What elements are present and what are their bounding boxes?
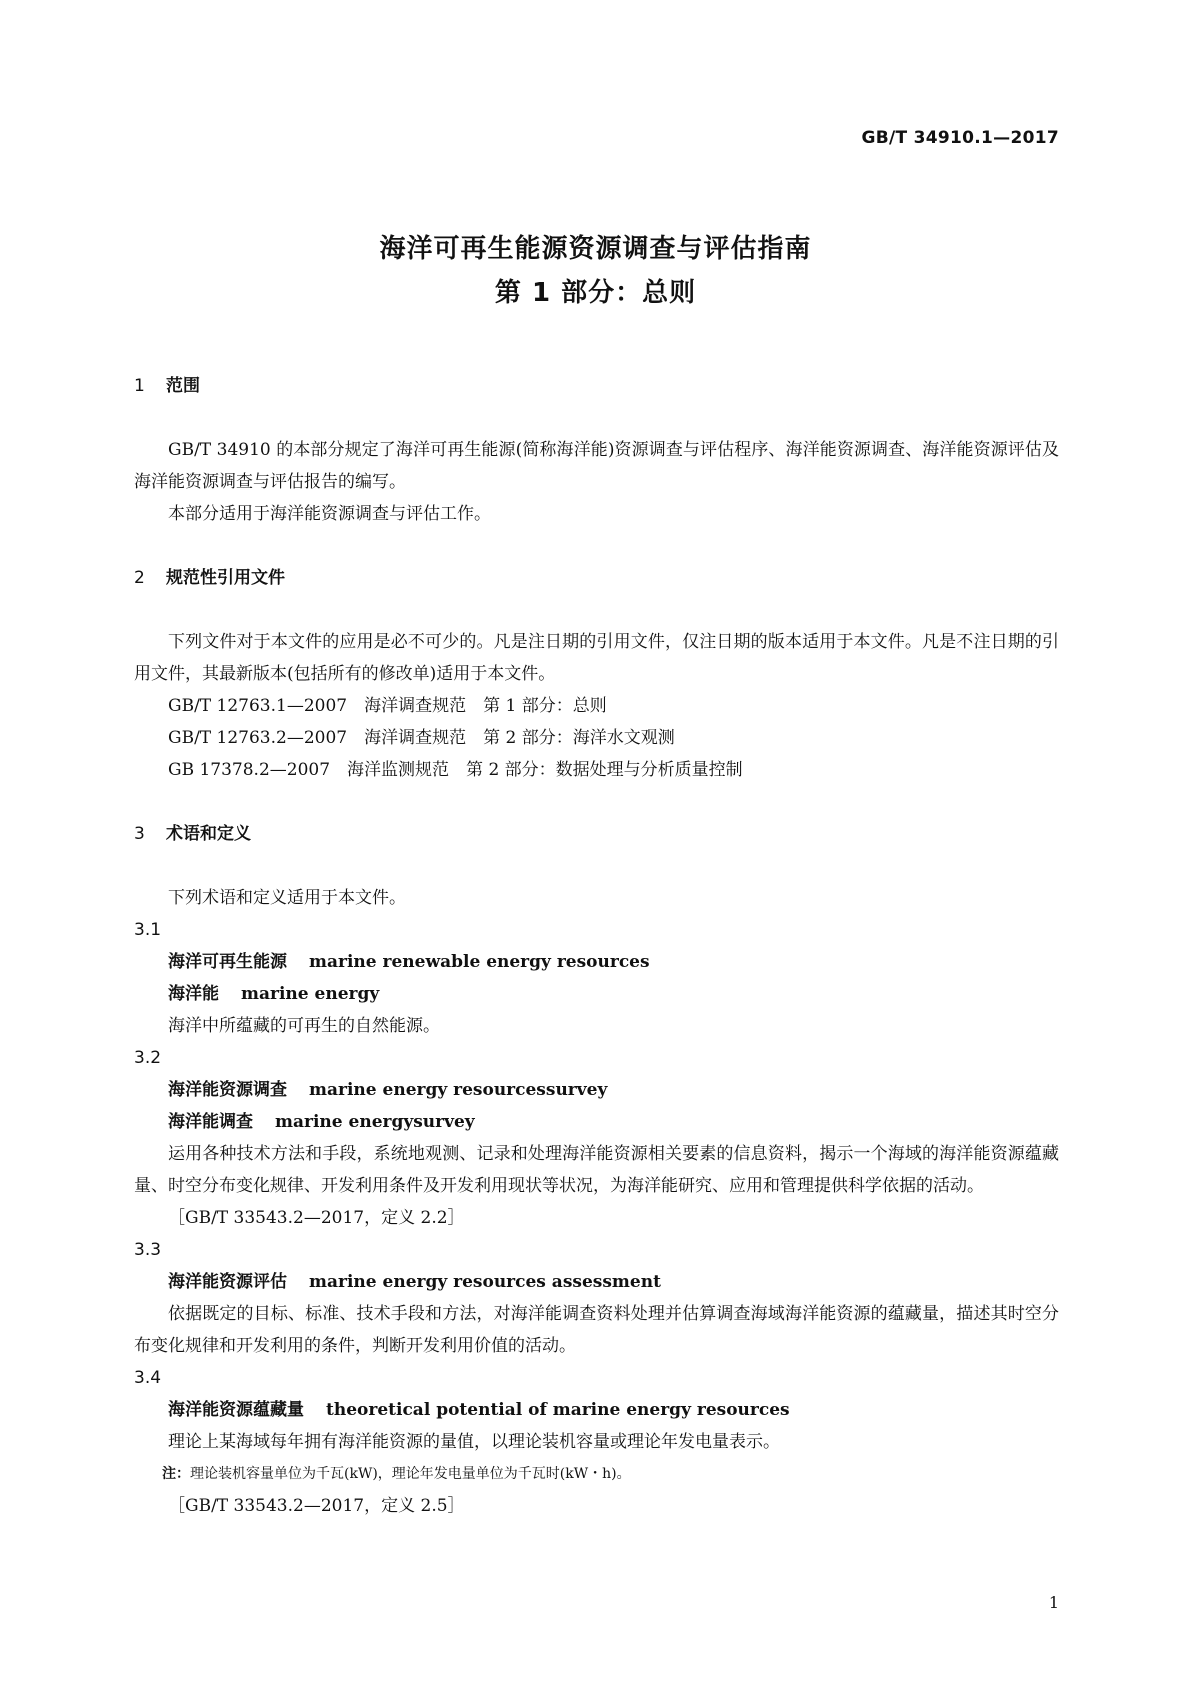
term-entry: [134, 978, 1059, 1010]
term-number: 3.4: [134, 1368, 162, 1388]
paragraph: 下列文件对于本文件的应用是必不可少的。凡是注日期的引用文件，仅注日期的版本适用于本文件。凡是不注日期的引用文件，其最新版本(包括所有的修改单)适用于本文件。: [134, 632, 1059, 684]
section-title: 范围: [166, 376, 200, 396]
document-body: [134, 370, 1059, 1522]
standard-code: GB/T 34910.1—2017: [861, 128, 1059, 148]
term-number: 3.1: [134, 920, 162, 940]
reference-item: GB 17378.2—2007 海洋监测规范 第 2 部分：数据处理与分析质量控制: [168, 760, 743, 780]
term-definition: 理论上某海域每年拥有海洋能资源的量值，以理论装机容量或理论年发电量表示。: [168, 1432, 780, 1452]
note-label: 注：: [162, 1466, 190, 1482]
term-en: marine energy: [241, 984, 380, 1004]
term-definition: 依据既定的目标、标准、技术手段和方法，对海洋能调查资料处理并估算调查海域海洋能资源的蕴藏量，描述其时空分布变化规律和开发利用的条件，判断开发利用价值的活动。: [134, 1304, 1059, 1356]
section-number: 2: [134, 568, 145, 588]
term-en: marine energysurvey: [275, 1112, 475, 1132]
term-zh: 海洋能资源调查: [168, 1080, 287, 1100]
term-number: 3.3: [134, 1240, 162, 1260]
paragraph: GB/T 34910 的本部分规定了海洋可再生能源(简称海洋能)资源调查与评估程序、海洋能资源调查、海洋能资源评估及海洋能资源调查与评估报告的编写。: [134, 440, 1059, 492]
term-note: [134, 1458, 1059, 1490]
term-source: ［GB/T 33543.2—2017，定义 2.5］: [168, 1496, 465, 1516]
term-zh: 海洋能资源评估: [168, 1272, 287, 1292]
term-entry: [134, 1394, 1059, 1426]
term-zh: 海洋可再生能源: [168, 952, 287, 972]
term-en: theoretical potential of marine energy resources: [326, 1400, 790, 1420]
section-title: 术语和定义: [166, 824, 251, 844]
term-number: 3.2: [134, 1048, 162, 1068]
reference-item: GB/T 12763.2—2007 海洋调查规范 第 2 部分：海洋水文观测: [168, 728, 675, 748]
section-title: 规范性引用文件: [166, 568, 285, 588]
paragraph: 下列术语和定义适用于本文件。: [168, 888, 406, 908]
term-zh: 海洋能: [168, 984, 219, 1004]
term-zh: 海洋能调查: [168, 1112, 253, 1132]
term-entry: [134, 1266, 1059, 1298]
term-entry: [134, 1074, 1059, 1106]
term-entry: [134, 1106, 1059, 1138]
term-definition: 运用各种技术方法和手段，系统地观测、记录和处理海洋能资源相关要素的信息资料，揭示一个海域的海洋能资源蕴藏量、时空分布变化规律、开发利用条件及开发利用现状等状况，为海洋能研究、应用和管理提供科学依据的活动。: [134, 1144, 1059, 1196]
term-en: marine energy resources assessment: [309, 1272, 661, 1292]
section-heading-terms: [134, 818, 1059, 850]
term-source: ［GB/T 33543.2—2017，定义 2.2］: [168, 1208, 465, 1228]
term-en: marine energy resourcessurvey: [309, 1080, 608, 1100]
reference-item: GB/T 12763.1—2007 海洋调查规范 第 1 部分：总则: [168, 696, 607, 716]
term-en: marine renewable energy resources: [309, 952, 650, 972]
term-definition: 海洋中所蕴藏的可再生的自然能源。: [168, 1016, 440, 1036]
section-number: 1: [134, 376, 145, 396]
section-heading-normative-references: [134, 562, 1059, 594]
section-heading-scope: [134, 370, 1059, 402]
term-zh: 海洋能资源蕴藏量: [168, 1400, 304, 1420]
note-text: 理论装机容量单位为千瓦(kW)，理论年发电量单位为千瓦时(kW・h)。: [190, 1466, 631, 1482]
term-entry: [134, 946, 1059, 978]
document-subtitle: 第 1 部分：总则: [494, 278, 697, 308]
section-number: 3: [134, 824, 145, 844]
document-title: 海洋可再生能源资源调查与评估指南: [379, 234, 812, 264]
paragraph: 本部分适用于海洋能资源调查与评估工作。: [168, 504, 491, 524]
page-number: 1: [1048, 1593, 1059, 1612]
